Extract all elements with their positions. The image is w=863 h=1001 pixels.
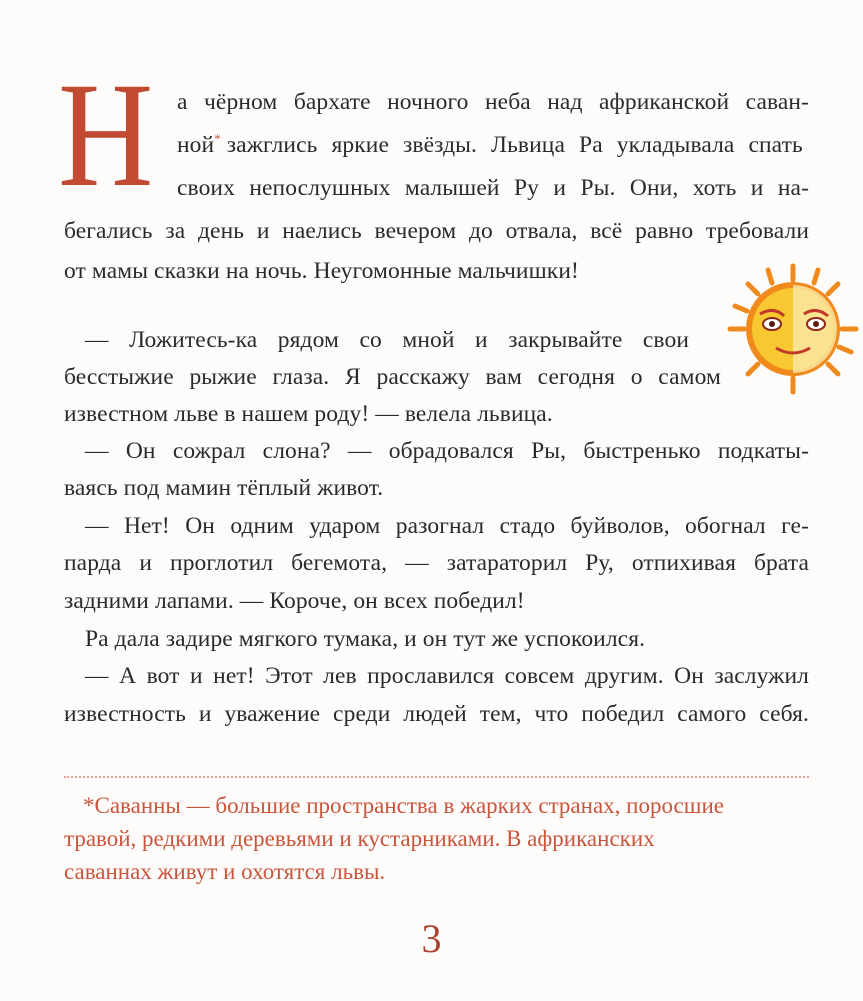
story-line: бегались за день и наелись вечером до отвала, всё равно требовали: [64, 218, 809, 244]
story-line: от мамы сказки на ночь. Неугомонные мальчишки!: [64, 258, 579, 284]
footnote-line: травой, редкими деревьями и кустарниками. В африканских: [64, 826, 655, 851]
story-line: известность и уважение среди людей тем, что победил самого себя.: [64, 701, 809, 727]
story-line-part: ной: [177, 132, 215, 158]
story-line: бесстыжие рыжие глаза. Я расскажу вам сегодня о самом: [64, 364, 721, 390]
story-line: — Он сожрал слона? — обрадовался Ры, быстренько подкаты-: [85, 438, 809, 464]
story-line: — Ложитесь-ка рядом со мной и закрывайте свои: [85, 327, 689, 353]
footnote-marker: *: [214, 131, 221, 147]
story-line: — А вот и нет! Этот лев прославился совсем другим. Он заслужил: [85, 663, 809, 689]
story-line: [177, 127, 809, 163]
story-line: известном льве в нашем роду! — велела львица.: [64, 401, 553, 427]
story-line: ваясь под мамин тёплый живот.: [64, 475, 384, 501]
page-number: 3: [421, 916, 442, 961]
footnote-line: саваннах живут и охотятся львы.: [64, 859, 386, 884]
sun-illustration: [726, 262, 860, 396]
drop-cap: Н: [58, 52, 154, 218]
story-line: Ра дала задире мягкого тумака, и он тут же успокоился.: [85, 626, 646, 652]
story-line-part: зажглись яркие звёзды. Львица Ра укладывала спать: [226, 132, 803, 158]
story-line: задними лапами. — Короче, он всех победил!: [64, 588, 525, 614]
story-line: своих непослушных малышей Ру и Ры. Они, хоть и на-: [177, 175, 809, 201]
footnote-line: *Саванны — большие пространства в жарких странах, поросшие: [83, 793, 724, 818]
footnote-divider: [64, 776, 809, 778]
story-line: парда и проглотил бегемота, — затараторил Ру, отпихивая брата: [64, 550, 809, 576]
story-line: а чёрном бархате ночного неба над африканской саван-: [177, 89, 809, 115]
story-line: — Нет! Он одним ударом разогнал стадо буйволов, обогнал ге-: [85, 513, 809, 539]
